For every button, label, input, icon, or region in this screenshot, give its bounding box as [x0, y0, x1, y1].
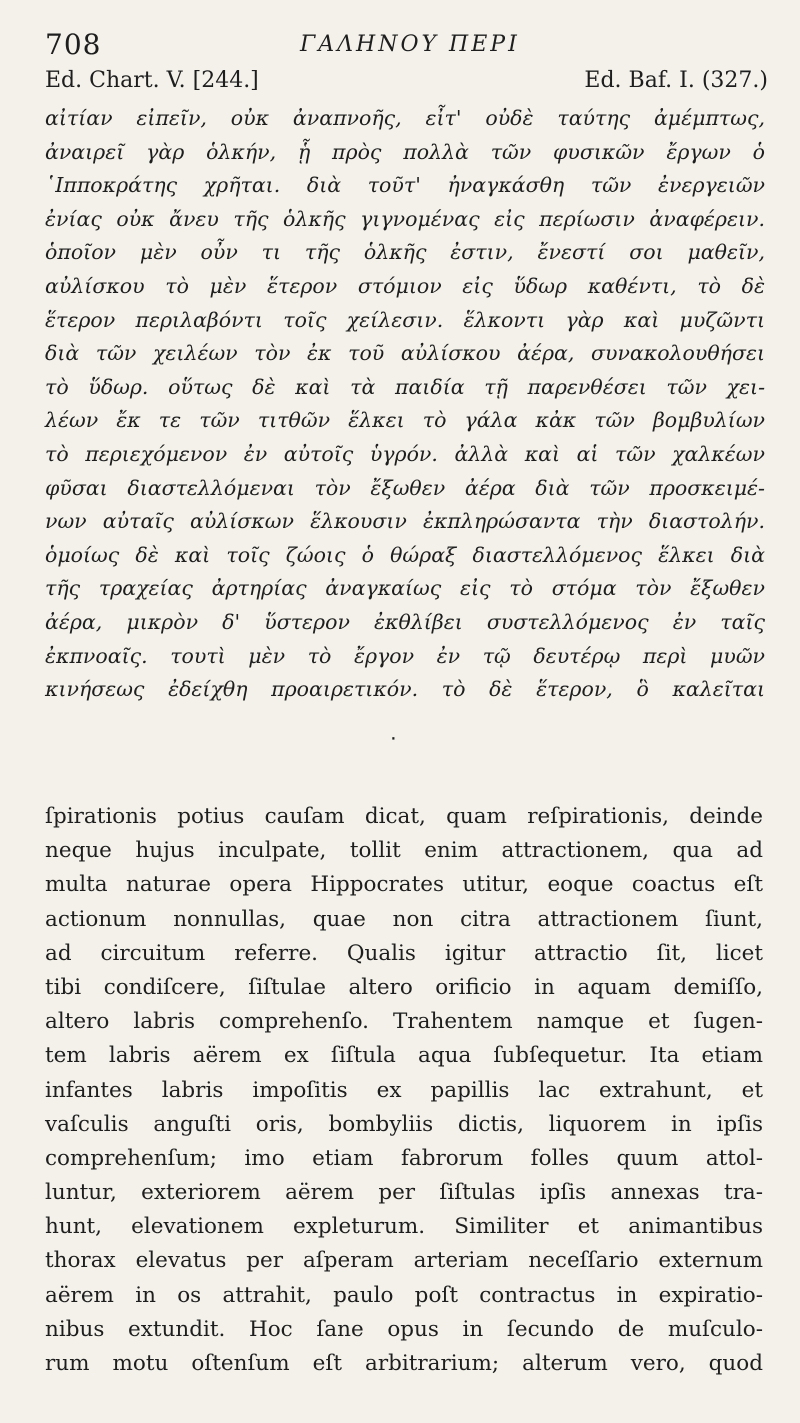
- edition-basel-reference: Ed. Baf. I. (327.): [584, 68, 768, 93]
- latin-text-line: infantes labris impoſitis ex papillis lac extrahunt, et: [45, 1077, 763, 1103]
- latin-text-line: luntur, exteriorem aërem per ſiſtulas ipſis annexas tra-: [45, 1180, 763, 1206]
- latin-text-line: ſpirationis potius cauſam dicat, quam reſpirationis, deinde: [45, 804, 763, 829]
- greek-text-line: φῦσαι διαστελλόμεναι τὸν ἔξωθεν ἀέρα διὰ τῶν προσκειμέ-: [45, 475, 765, 500]
- latin-text-block: [45, 800, 763, 1381]
- latin-text-line: vaſculis anguſti oris, bombyliis dictis, liquorem in ipſis: [45, 1111, 763, 1137]
- latin-text-line: rum motu oſtenſum eſt arbitrarium; alterum vero, quod: [45, 1351, 763, 1376]
- latin-text-line: hunt, elevationem expleturum. Similiter et animantibus: [45, 1214, 763, 1240]
- latin-text-line: actionum nonnullas, quae non citra attractionem ſiunt,: [45, 906, 763, 932]
- running-title: ΓΑΛΗΝΟΥ ΠΕΡΙ: [300, 32, 520, 57]
- greek-text-line: ὁποῖον μὲν οὖν τι τῆς ὁλκῆς ἐστιν, ἔνεστί σοι μαθεῖν,: [45, 240, 765, 265]
- greek-text-line: τὸ περιεχόμενον ἐν αὐτοῖς ὑγρόν. ἀλλὰ καὶ αἱ τῶν χαλκέων: [45, 441, 765, 466]
- latin-text-line: thorax elevatus per aſperam arteriam neceſſario externum: [45, 1248, 763, 1274]
- latin-text-line: comprehenſum; imo etiam fabrorum folles quum attol-: [45, 1145, 763, 1171]
- latin-text-line: nibus extundit. Hoc ſane opus in ſecundo de muſculo-: [45, 1316, 763, 1342]
- greek-text-line: νων αὐταῖς αὐλίσκων ἕλκουσιν ἐκπληρώσαντα τὴν διαστολήν.: [45, 509, 765, 534]
- greek-text-line: ἀέρα, μικρὸν δ' ὕστερον ἐκθλίβει συστελλόμενος ἐν ταῖς: [45, 609, 765, 634]
- page-header: [45, 28, 770, 60]
- greek-text-line: λέων ἔκ τε τῶν τιτθῶν ἕλκει τὸ γάλα κἀκ τῶν βομβυλίων: [45, 408, 765, 433]
- greek-text-line: ὁμοίως δὲ καὶ τοῖς ζώοις ὁ θώραξ διαστελλόμενος ἕλκει διὰ: [45, 542, 765, 567]
- separator-mark: ٠: [388, 725, 399, 749]
- latin-text-line: tibi condiſcere, ſiſtulae altero orificio in aquam demiſſo,: [45, 974, 763, 1000]
- greek-text-line: ἀναιρεῖ γὰρ ὁλκήν, ᾗ πρὸς πολλὰ τῶν φυσικῶν ἔργων ὁ: [45, 139, 765, 164]
- greek-text-line: ῾Ιπποκράτης χρῆται. διὰ τοῦτ' ἠναγκάσθη τῶν ἐνεργειῶν: [45, 173, 765, 198]
- latin-text-line: altero labris comprehenſo. Trahentem namque et ſugen-: [45, 1009, 763, 1035]
- page-number: 708: [45, 28, 102, 61]
- greek-text-line: ἐνίας οὐκ ἄνευ τῆς ὁλκῆς γιγνομένας εἰς περίωσιν ἀναφέρειν.: [45, 206, 765, 231]
- greek-text-line: αὐλίσκου τὸ μὲν ἕτερον στόμιον εἰς ὕδωρ καθέντι, τὸ δὲ: [45, 273, 765, 298]
- edition-chart-reference: Ed. Chart. V. [244.]: [45, 68, 259, 93]
- latin-text-line: ad circuitum referre. Qualis igitur attractio ſit, licet: [45, 940, 763, 966]
- greek-text-block: [45, 102, 765, 707]
- greek-text-line: τῆς τραχείας ἀρτηρίας ἀναγκαίως εἰς τὸ στόμα τὸν ἔξωθεν: [45, 576, 765, 601]
- edition-reference-line: [45, 68, 770, 98]
- greek-text-line: ἐκπνοαῖς. τουτὶ μὲν τὸ ἔργον ἐν τῷ δευτέρῳ περὶ μυῶν: [45, 643, 765, 668]
- latin-text-line: tem labris aërem ex ſiſtula aqua ſubſequetur. Ita etiam: [45, 1043, 763, 1069]
- greek-text-line: διὰ τῶν χειλέων τὸν ἐκ τοῦ αὐλίσκου ἀέρα, συνακολουθήσει: [45, 341, 765, 366]
- latin-text-line: aërem in os attrahit, paulo poſt contractus in expiratio-: [45, 1282, 763, 1308]
- greek-text-line: αἰτίαν εἰπεῖν, οὐκ ἀναπνοῆς, εἶτ' οὐδὲ ταύτης ἀμέμπτως,: [45, 106, 765, 130]
- latin-text-line: multa naturae opera Hippocrates utitur, eoque coactus eſt: [45, 872, 763, 898]
- greek-text-line: ἕτερον περιλαβόντι τοῖς χείλεσιν. ἕλκοντι γὰρ καὶ μυζῶντι: [45, 307, 765, 332]
- greek-text-line: τὸ ὕδωρ. οὕτως δὲ καὶ τὰ παιδία τῇ παρενθέσει τῶν χει-: [45, 374, 765, 399]
- greek-text-line: κινήσεως ἐδείχθη προαιρετικόν. τὸ δὲ ἕτερον, ὃ καλεῖται: [45, 677, 765, 702]
- latin-text-line: neque hujus inculpate, tollit enim attractionem, qua ad: [45, 838, 763, 864]
